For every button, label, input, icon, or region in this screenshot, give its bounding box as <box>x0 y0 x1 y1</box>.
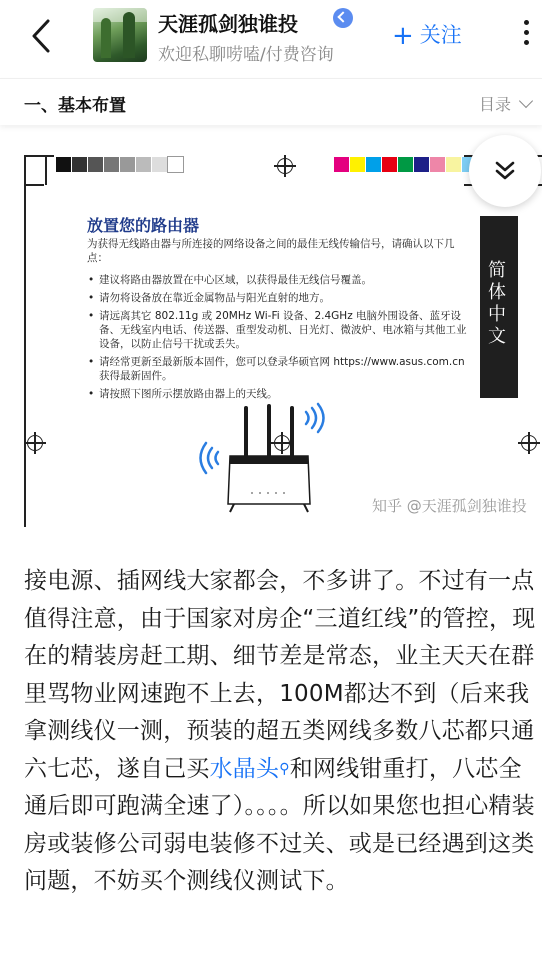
language-tab <box>480 216 518 398</box>
follow-label: 关注 <box>419 23 462 47</box>
section-bar <box>0 78 542 125</box>
color-swatch <box>382 157 397 172</box>
crop-mark <box>24 155 54 157</box>
author-bio: 欢迎私聊唠嗑/付费咨询 <box>158 45 334 65</box>
section-title: 一、基本布置 <box>24 96 126 116</box>
expand-button[interactable] <box>469 135 541 207</box>
manual-intro: 为获得无线路由器与所连接的网络设备之间的最佳无线传输信号，请确认以下几点： <box>87 238 455 264</box>
chevron-down-icon[interactable] <box>519 94 533 108</box>
color-swatch <box>56 157 71 172</box>
search-link[interactable]: 水晶头 <box>209 755 280 782</box>
color-swatch <box>430 157 445 172</box>
manual-list-item: • 请勿将设备放在靠近金属物品与阳光直射的地方。 <box>87 291 473 305</box>
color-swatch <box>104 157 119 172</box>
color-swatch <box>120 157 135 172</box>
manual-list-item: • 请按照下图所示摆放路由器上的天线。 <box>87 387 473 401</box>
registration-mark-icon <box>521 435 537 451</box>
color-swatch <box>350 157 365 172</box>
color-swatch <box>136 157 151 172</box>
registration-mark-icon <box>277 158 293 174</box>
back-icon[interactable] <box>28 18 58 54</box>
search-icon[interactable]: ⚲ <box>279 760 290 777</box>
manual-list-item: • 请远离其它 802.11g 或 20MHz Wi-Fi 设备、2.4GHz 电脑外围设备、蓝牙设备、无线室内电话、传送器、重型发动机、日光灯、微波炉、电冰箱与其他工业设备，以防止信号干扰或丢失。 <box>87 309 473 351</box>
manual-image <box>24 155 542 527</box>
color-swatch <box>72 157 87 172</box>
watermark: 知乎 @天涯孤剑独谁投 <box>372 497 527 515</box>
color-swatch <box>334 157 349 172</box>
manual-list <box>87 273 473 405</box>
author-avatar[interactable] <box>93 8 147 62</box>
registration-mark-icon <box>27 435 43 451</box>
color-swatch <box>168 157 183 172</box>
color-swatch <box>446 157 461 172</box>
double-chevron-down-icon <box>494 161 516 181</box>
color-swatch <box>88 157 103 172</box>
manual-list-item: • 建议将路由器放置在中心区域，以获得最佳无线信号覆盖。 <box>87 273 473 287</box>
author-header <box>0 0 542 78</box>
router-illustration-icon <box>194 398 344 514</box>
plus-icon: + <box>392 21 414 51</box>
article-text: 和网线钳重打，八芯全通后即可跑满全速了）。。。。所以如果您也担心精装房或装修公司弱电装修不过关、或是已经遇到这类问题，不妨买个测线仪测试下。 <box>24 755 535 894</box>
verified-badge-icon <box>333 8 353 28</box>
crop-mark <box>24 184 44 186</box>
more-options-icon[interactable] <box>524 20 532 52</box>
crop-mark <box>24 155 26 527</box>
color-swatch <box>414 157 429 172</box>
color-swatch <box>398 157 413 172</box>
color-swatch <box>366 157 381 172</box>
manual-list-item: • 请经常更新至最新版本固件，您可以登录华硕官网 https://www.asus.com.cn 获得最新固件。 <box>87 355 473 383</box>
article-paragraph <box>24 563 536 901</box>
author-name[interactable]: 天涯孤剑独谁投 <box>158 12 298 36</box>
toc-button[interactable]: 目录 <box>479 95 512 114</box>
language-tab-label: 简体中文 <box>488 260 506 347</box>
article-text: 接电源、插网线大家都会，不多讲了。不过有一点值得注意，由于国家对房企“三道红线”的管控，现在的精装房赶工期、细节差是常态，业主天天在群里骂物业网速跑不上去，100M都达不到（后来我拿测线仪一测，预装的超五类网线多数八芯都只通六七芯，遂自己买 <box>24 568 536 782</box>
manual-title: 放置您的路由器 <box>87 216 200 235</box>
color-swatch <box>152 157 167 172</box>
follow-button[interactable] <box>392 19 462 51</box>
crop-mark <box>45 155 47 185</box>
